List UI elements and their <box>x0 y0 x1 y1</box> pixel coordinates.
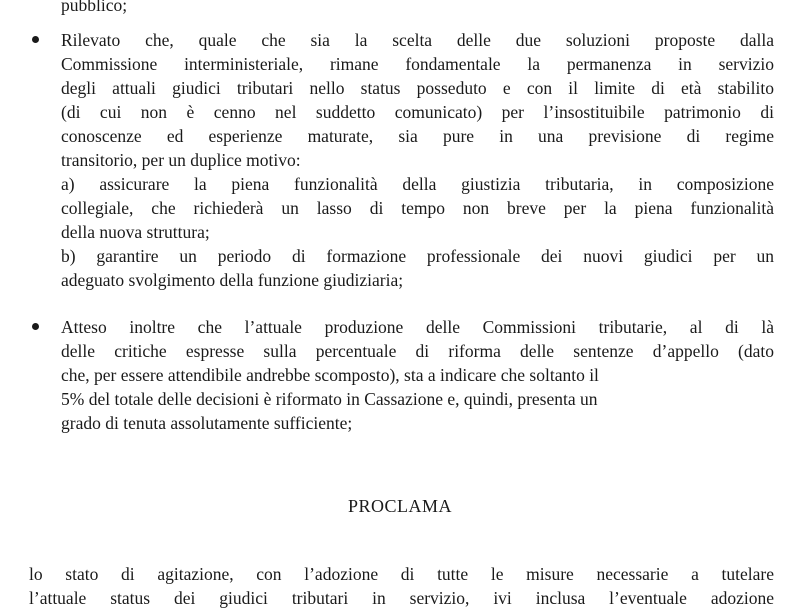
text-line: pubblico; <box>61 0 128 15</box>
text-line: l’attuale status dei giudici tributari in servizio, ivi inclusa l’eventuale adozione <box>29 588 774 608</box>
text-line: lo stato di agitazione, con l’adozione di tutte le misure necessarie a tutelare <box>29 564 774 584</box>
text-line: transitorio, per un duplice motivo: <box>61 150 301 170</box>
text-line: grado di tenuta assolutamente sufficiente; <box>61 413 353 433</box>
text-line: Commissione interministeriale, rimane fondamentale la permanenza in servizio <box>61 54 774 74</box>
text-line: Rilevato che, quale che sia la scelta delle due soluzioni proposte dalla <box>61 30 774 50</box>
text-line: b) garantire un periodo di formazione professionale dei nuovi giudici per un <box>61 246 774 266</box>
text-line: che, per essere attendibile andrebbe scomposto), sta a indicare che soltanto il <box>61 365 599 385</box>
text-line: Atteso inoltre che l’attuale produzione delle Commissioni tributarie, al di là <box>61 317 774 337</box>
text-line: degli attuali giudici tributari nello status posseduto e con il limite di età stabilito <box>61 78 774 98</box>
text-line: della nuova struttura; <box>61 222 210 242</box>
text-line: collegiale, che richiederà un lasso di tempo non breve per la piena funzionalità <box>61 198 774 218</box>
bullet-point-marker <box>32 36 39 43</box>
bullet-point-marker <box>32 323 39 330</box>
text-line: conoscenze ed esperienze maturate, sia pure in una previsione di regime <box>61 126 774 146</box>
section-heading: PROCLAMA <box>347 496 453 516</box>
text-line: (di cui non è cenno nel suddetto comunicato) per l’insostituibile patrimonio di <box>61 102 774 122</box>
text-line: delle critiche espresse sulla percentuale di riforma delle sentenze d’appello (dato <box>61 341 774 361</box>
text-line: a) assicurare la piena funzionalità della giustizia tributaria, in composizione <box>61 174 774 194</box>
text-line: 5% del totale delle decisioni è riformato in Cassazione e, quindi, presenta un <box>61 389 598 409</box>
text-line: adeguato svolgimento della funzione giudiziaria; <box>61 270 404 290</box>
